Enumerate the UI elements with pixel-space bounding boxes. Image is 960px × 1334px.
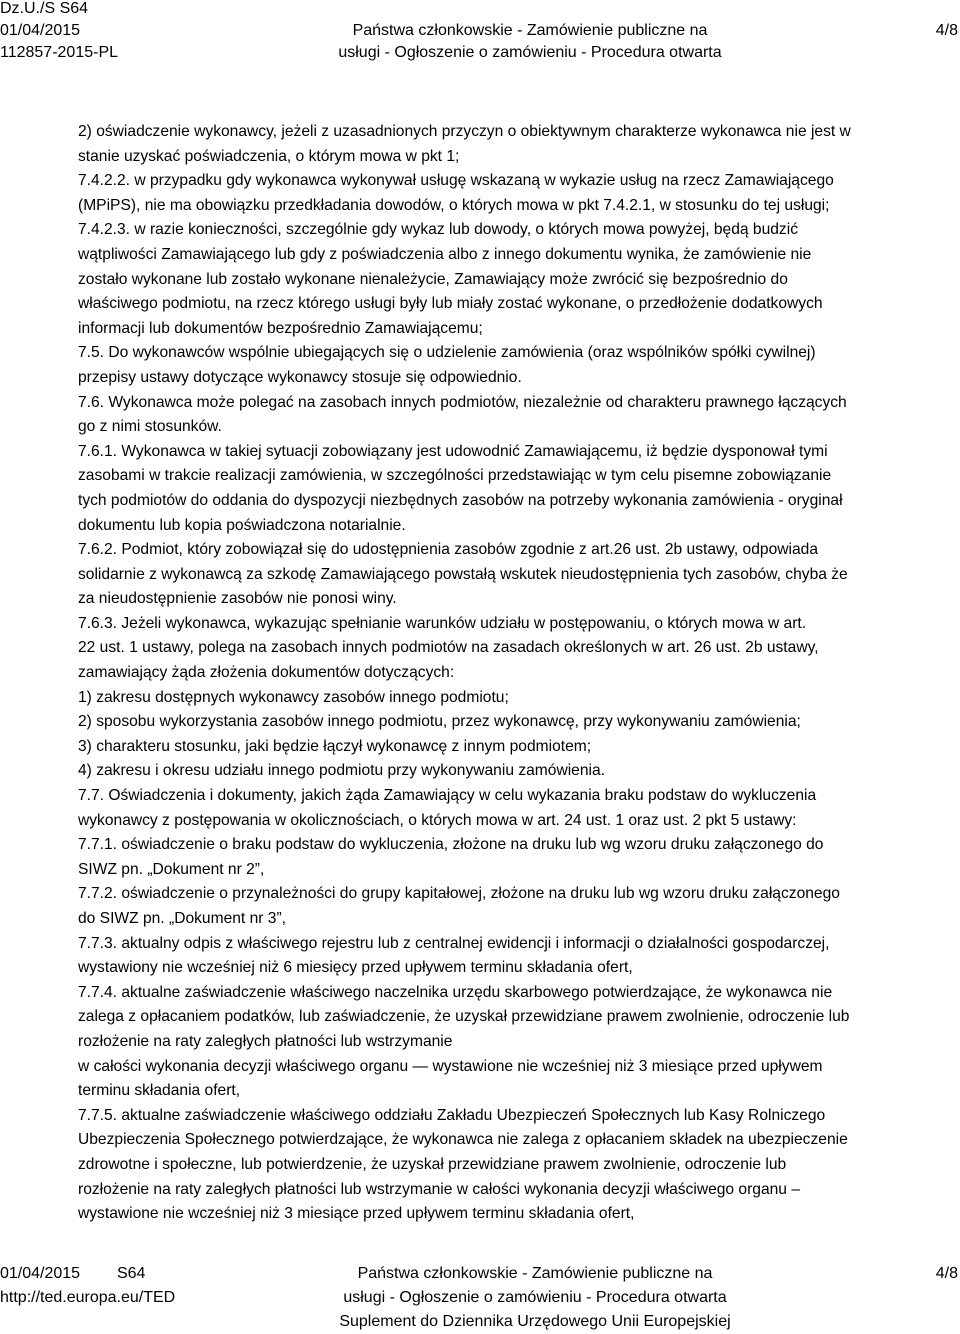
body-text-line: go z nimi stosunków. xyxy=(78,418,222,436)
body-text-line: 1) zakresu dostępnych wykonawcy zasobów innego podmiotu; xyxy=(78,688,509,706)
footer-issue: S64 xyxy=(116,1265,146,1282)
body-text-line: stanie uzyskać poświadczenia, o którym mowa w pkt 1; xyxy=(78,147,460,165)
body-text-line: 7.4.2.3. w razie konieczności, szczególnie gdy wykaz lub dowody, o których mowa powyżej, będą budzić xyxy=(78,221,798,239)
body-text-line: informacji lub dokumentów bezpośrednio Zamawiającemu; xyxy=(78,319,483,337)
header-center-line-1: Państwa członkowskie - Zamówienie publiczne na xyxy=(352,22,708,39)
body-text-line: 2) sposobu wykorzystania zasobów innego podmiotu, przez wykonawcę, przy wykonywaniu zamówienia; xyxy=(78,713,801,731)
body-text-line: 7.7. Oświadczenia i dokumenty, jakich żąda Zamawiający w celu wykazania braku podstaw do wykluczenia xyxy=(78,787,817,805)
body-text-line: 2) oświadczenie wykonawcy, jeżeli z uzasadnionych przyczyn o obiektywnym charakterze wykonawca nie jest w xyxy=(78,123,851,140)
footer-center xyxy=(300,1262,770,1334)
body-text-line: zalega z opłacaniem podatków, lub zaświadczenie, że uzyskał przewidziane prawem zwolnienie, odroczenie lub xyxy=(78,1008,850,1026)
body-text-line: 7.7.3. aktualny odpis z właściwego rejestru lub z centralnej ewidencji i informacji o działalności gospodarczej, xyxy=(78,934,830,952)
body-text-line: wątpliwości Zamawiającego lub gdy z poświadczenia albo z innego dokumentu wynika, że zamówienie nie xyxy=(78,245,812,263)
footer-center-line-2: usługi - Ogłoszenie o zamówieniu - Procedura otwarta xyxy=(343,1289,727,1306)
body-text-line: 7.6.2. Podmiot, który zobowiązał się do udostępnienia zasobów zgodnie z art.26 ust. 2b ustawy, odpowiada xyxy=(78,541,818,559)
header-page-number: 4/8 xyxy=(935,22,958,39)
footer-url-link[interactable]: http://ted.europa.eu/TED xyxy=(0,1289,176,1306)
body-text-line: terminu składania ofert, xyxy=(78,1082,241,1100)
body-text-line: wystawiony nie wcześniej niż 6 miesięcy przed upływem terminu składania ofert, xyxy=(78,959,633,977)
body-text-line: 3) charakteru stosunku, jaki będzie łączył wykonawcę z innym podmiotem; xyxy=(78,737,592,755)
body-text-line: 7.7.1. oświadczenie o braku podstaw do wykluczenia, złożone na druku lub wg wzoru druku załączonego do xyxy=(78,836,824,854)
footer-center-line-3: Suplement do Dziennika Urzędowego Unii Europejskiej xyxy=(339,1313,731,1330)
body-text-line: 4) zakresu i okresu udziału innego podmiotu przy wykonywaniu zamówienia. xyxy=(78,762,605,780)
body-text-line: zasobami w trakcie realizacji zamówienia, w szczególności przedstawiając w tym celu pisemne zobowiązanie xyxy=(78,467,832,485)
body-text-line: SIWZ pn. „Dokument nr 2”, xyxy=(78,860,265,878)
body-text-line: wystawione nie wcześniej niż 3 miesiące przed upływem terminu składania ofert, xyxy=(78,1205,635,1223)
body-text-line: dokumentu lub kopia poświadczona notarialnie. xyxy=(78,516,406,534)
footer-page-number: 4/8 xyxy=(935,1265,958,1282)
header-notice-id: 112857-2015-PL xyxy=(0,44,119,61)
body-text-line: 7.6.3. Jeżeli wykonawca, wykazując spełnianie warunków udziału w postępowaniu, o których mowa w art. xyxy=(78,614,807,632)
body-text-line: do SIWZ pn. „Dokument nr 3”, xyxy=(78,910,286,927)
body-text-line: 7.6. Wykonawca może polegać na zasobach innych podmiotów, niezależnie od charakteru prawnego łączących xyxy=(78,393,847,411)
body-text-line: 7.7.4. aktualne zaświadczenie właściwego naczelnika urzędu skarbowego potwierdzające, że wykonawca nie xyxy=(78,983,833,1001)
footer-date: 01/04/2015 xyxy=(0,1265,81,1282)
footer-left xyxy=(0,1262,175,1310)
body-text-line: 7.7.5. aktualne zaświadczenie właściwego oddziału Zakładu Ubezpieczeń Społecznych lub Kasy Rolniczego xyxy=(78,1106,826,1124)
body-text-line: 7.7.2. oświadczenie o przynależności do grupy kapitałowej, złożone na druku lub wg wzoru druku załączonego xyxy=(78,885,840,903)
body-text-line: solidarnie z wykonawcą za szkodę Zamawiającego powstałą wskutek nieudostępnienia tych zasobów, chyba że xyxy=(78,565,848,583)
body-text-line: wykonawcy z postępowania w okolicznościach, o których mowa w art. 24 ust. 1 oraz ust. 2 pkt 5 ustawy: xyxy=(78,811,797,829)
body-text-line: Ubezpieczenia Społecznego potwierdzające, że wykonawca nie zalega z opłacaniem składek na ubezpieczenie xyxy=(78,1131,848,1149)
body-text-line: za nieudostępnienie zasobów nie ponosi winy. xyxy=(78,590,397,608)
body-text-line: 7.4.2.2. w przypadku gdy wykonawca wykonywał usługę wskazaną w wykazie usług na rzecz Zamawiającego xyxy=(78,172,834,190)
body-text-line: rozłożenie na raty zaległych płatności lub wstrzymanie xyxy=(78,1032,453,1050)
body-text-line: tych podmiotów do oddania do dyspozycji niezbędnych zasobów na potrzeby wykonania zamówienia - oryginał xyxy=(78,491,843,509)
header-left xyxy=(0,0,118,64)
body-text-line: zamawiający żąda złożenia dokumentów dotyczących: xyxy=(78,664,455,682)
body-text-line: 22 ust. 1 ustawy, polega na zasobach innych podmiotów na zasadach określonych w art. 26 ust. 2b ustawy, xyxy=(78,639,819,657)
header-date: 01/04/2015 xyxy=(0,22,81,39)
body-text-line: przepisy ustawy dotyczące wykonawcy stosuje się odpowiednio. xyxy=(78,368,522,386)
header-journal-ref: Dz.U./S S64 xyxy=(0,0,89,17)
footer-center-line-1: Państwa członkowskie - Zamówienie publiczne na xyxy=(357,1265,713,1282)
footer-date-issue xyxy=(0,1262,175,1286)
body-text-line: w całości wykonania decyzji właściwego organu — wystawione nie wcześniej niż 3 miesiące przed upływem xyxy=(78,1057,823,1075)
header-center xyxy=(330,20,730,64)
body-text-line: 7.5. Do wykonawców wspólnie ubiegających się o udzielenie zamówienia (oraz wspólników spółki cywilnej) xyxy=(78,344,816,362)
body-text-line: zdrowotne i społeczne, lub potwierdzenie, że uzyskał przewidziane prawem zwolnienie, odroczenie lub xyxy=(78,1155,787,1173)
body-text-line: zostało wykonane lub zostało wykonane nienależycie, Zamawiający może zwrócić się bezpośrednio do xyxy=(78,270,788,288)
body-text-line: rozłożenie na raty zaległych płatności lub wstrzymanie w całości wykonania decyzji właściwego organu – xyxy=(78,1180,800,1198)
header-center-line-2: usługi - Ogłoszenie o zamówieniu - Procedura otwarta xyxy=(338,44,722,61)
body-text-line: 7.6.1. Wykonawca w takiej sytuacji zobowiązany jest udowodnić Zamawiającemu, iż będzie dysponował tymi xyxy=(78,442,828,460)
body-text-line: właściwego podmiotu, na rzecz którego usługi były lub miały zostać wykonane, o przedłożenie dodatkowych xyxy=(78,295,823,313)
body-text-line: (MPiPS), nie ma obowiązku przedkładania dowodów, o których mowa w pkt 7.4.2.1, w stosunku do tej usługi; xyxy=(78,196,830,214)
document-body xyxy=(78,120,958,1227)
